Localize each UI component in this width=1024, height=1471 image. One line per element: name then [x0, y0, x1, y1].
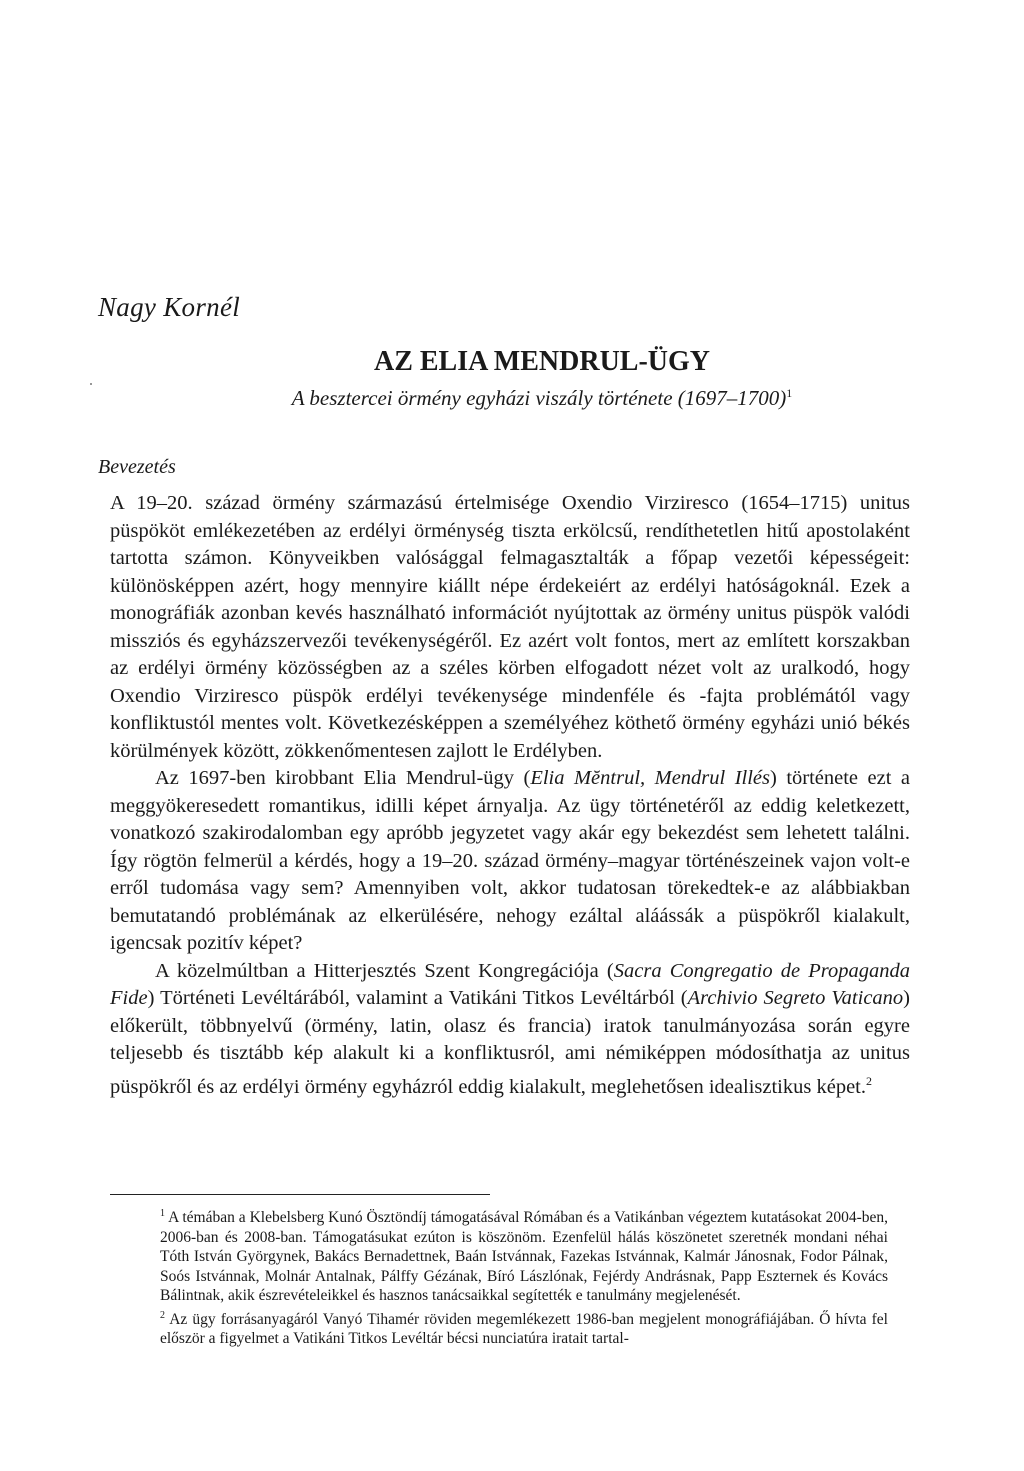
paragraph-3-italic-1: Sacra Congregatio de Propaganda Fide	[110, 959, 910, 1009]
footnote-2	[160, 1306, 888, 1349]
paragraph-3-b: ) Történeti Levéltárából, valamint a Vatikáni Titkos Levéltárból (	[147, 987, 688, 1009]
stray-mark	[90, 383, 92, 385]
section-heading: Bevezetés	[98, 456, 176, 478]
author-name: Nagy Kornél	[98, 292, 241, 322]
paragraph-3-c: ) előkerült, többnyelvű (örmény, latin, olasz és francia) iratok tanulmányozása során egyre teljesebb és tisztább kép alakult ki a konfliktusról, ami némiképpen módosíthatja az unitus püspökről és az erdélyi örmény egyházról eddig kialakult, meglehetősen idealisztikus képet.	[110, 987, 910, 1098]
footnote-text: A témában a Klebelsberg Kunó Ösztöndíj támogatásával Rómában és a Vatikánban végeztem kutatásokat 2004-ben, 2006-ban és 2008-ban. Támogatásukat ezúton is köszönöm. Ezenfelül hálás köszönetet szeretnék mondani néhai Tóth István Györgynek, Bakács Bernadettnek, Baán Istvánnak, Fazekas Istvánnak, Kalmár Jánosnak, Fodor Pálnak, Soós Istvánnak, Molnár Antalnak, Pálffy Gézának, Bíró Lászlónak, Fejérdy Andrásnak, Papp Eszternek és Kovács Bálintnak, akik észrevételeikkel és hasznos tanácsaikkal segítették e tanulmány megjelenését.	[160, 1209, 888, 1305]
paragraph-3-a: A közelmúltban a Hitterjesztés Szent Kongregációja (	[155, 959, 614, 982]
paragraph-2	[110, 765, 910, 958]
footnote-ref-1[interactable]: 1	[786, 386, 793, 400]
paragraph-1: A 19–20. század örmény származású értelmisége Oxendio Virziresco (1654–1715) unitus püspököt emlékezetében az erdélyi örménység tiszta erkölcsű, rendíthetetlen hitű apostolaként tartotta számon. Könyveikben valósággal felmagasztalták a főpap vezetői képességeit: különösképpen azért, hogy mennyire kiállt népe érdekeiért az erdélyi hatóságoknál. Ezek a monográfiák azonban kevés használható információt nyújtottak az örmény unitus püspök valódi missziós és egyházszervezői tevékenységéről. Ez azért volt fontos, mert az említett korszakban az erdélyi örmény közösségben az a széles körben elfogadott nézet volt az uralkodó, hogy Oxendio Virziresco püspök erdélyi tevékenysége mindenféle és -fajta problémától vagy konfliktustól mentes volt. Következésképpen a személyéhez köthető örmény egyházi unió békés körülmények között, zökkenőmentesen zajlott le Erdélyben.	[110, 492, 910, 762]
footnote-number: 1	[160, 1208, 165, 1219]
subtitle-text: A besztercei örmény egyházi viszály története (1697–1700)	[291, 386, 787, 410]
paragraph-3-italic-2: Archivio Segreto Vaticano	[687, 987, 904, 1009]
footnote-number: 2	[160, 1309, 165, 1321]
footnotes	[160, 1204, 888, 1349]
footnote-divider	[110, 1194, 490, 1195]
footnote-text: Az ügy forrásanyagáról Vanyó Tihamér röviden megemlékezett 1986-ban megjelent monográfiájában. Ő hívta fel először a figyelmet a Vatikáni Titkos Levéltár bécsi nunciatúra iratait tartal-	[160, 1310, 888, 1348]
paragraph-3	[110, 958, 910, 1101]
footnote-1	[160, 1204, 888, 1306]
paragraph-2-start: Az 1697-ben kirobbant Elia Mendrul-ügy (	[155, 767, 531, 789]
article-body	[110, 490, 910, 1101]
article-subtitle	[0, 386, 1024, 411]
article-title: AZ ELIA MENDRUL-ÜGY	[373, 346, 711, 377]
paragraph-2-rest: ) története ezt a meggyökeresedett romantikus, idilli képet árnyalja. Az ügy történetéről az eddig keletkezett, vonatkozó szakirodalomban egy apróbb jegyzetet vagy akár egy bekezdést sem lehetett találni. Így rögtön felmerül a kérdés, hogy a 19–20. század örmény–magyar történészeinek vajon volt-e erről tudomása vagy sem? Amennyiben volt, akkor tudatosan törekedtek-e az alábbiakban bemutatandó problémának az elkerülésére, nehogy ezáltal aláássák a püspökről kialakult, igencsak pozitív képet?	[110, 767, 910, 954]
paragraph-2-italic: Elia Mĕntrul, Mendrul Illés	[530, 767, 771, 789]
footnote-ref-2[interactable]: 2	[866, 1073, 872, 1088]
